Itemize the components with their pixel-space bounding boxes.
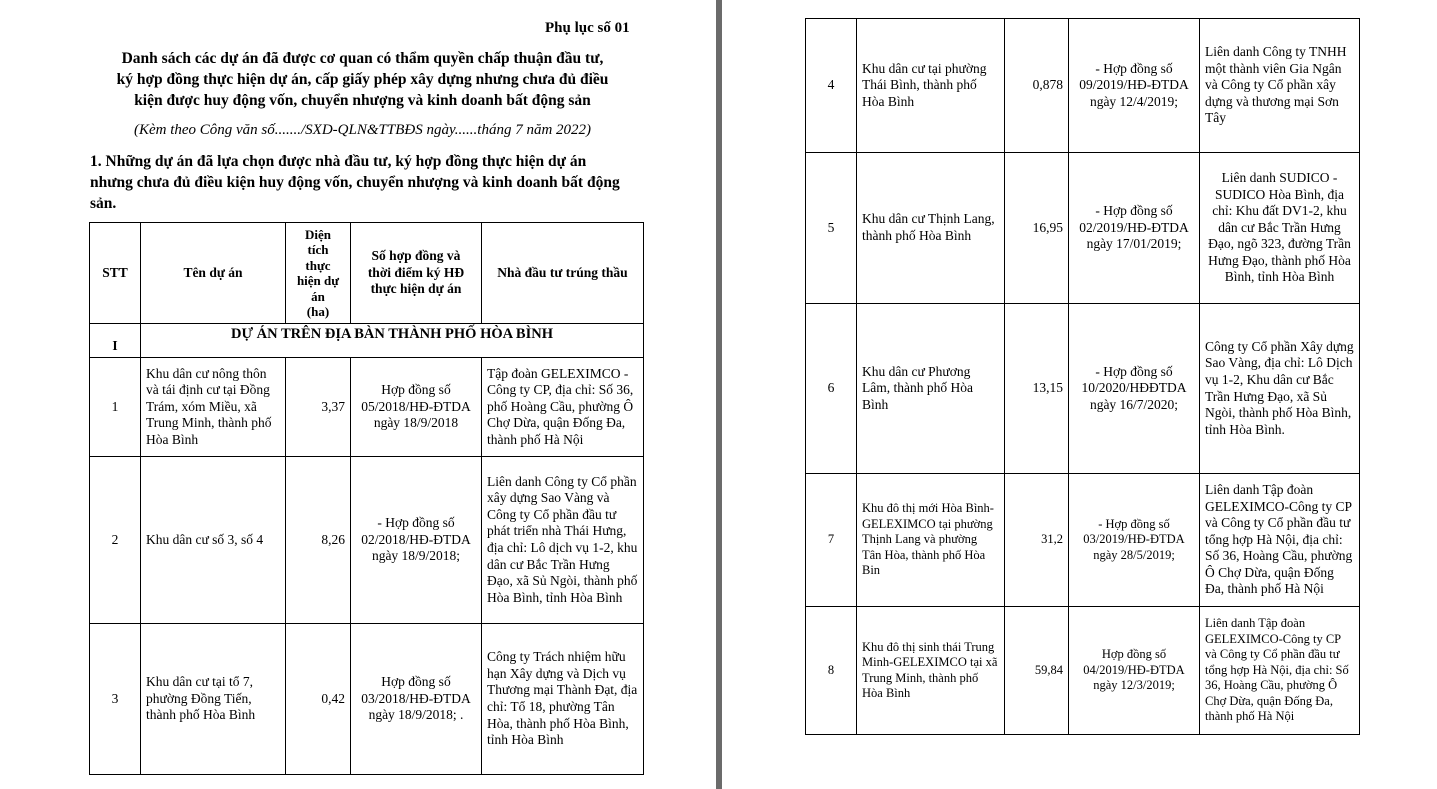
row-contract: Hợp đồng số 04/2019/HĐ-ĐTDA ngày 12/3/2019;	[1069, 607, 1200, 735]
row-area: 13,15	[1005, 304, 1069, 474]
row-name: Khu dân cư nông thôn và tái định cư tại Đồng Trám, xóm Miều, xã Trung Minh, thành phố Hòa Bình	[141, 358, 286, 457]
row-investor: Liên danh Tập đoàn GELEXIMCO-Công ty CP và Công ty Cổ phần đầu tư tổng hợp Hà Nội, địa chỉ: Số 36, Hoàng Cầu, phường Ô Chợ Dừa, quận Đống Đa, thành phố Hà Nội	[1200, 474, 1360, 607]
table-row	[90, 457, 644, 624]
projects-table-left	[89, 222, 644, 775]
table-header-row	[90, 223, 644, 324]
table-row	[806, 304, 1360, 474]
row-area: 0,42	[286, 624, 351, 775]
row-area: 0,878	[1005, 19, 1069, 153]
row-stt: 6	[806, 304, 857, 474]
row-stt: 8	[806, 607, 857, 735]
row-name: Khu dân cư Thịnh Lang, thành phố Hòa Bình	[857, 153, 1005, 304]
section-line: 1. Những dự án đã lựa chọn được nhà đầu tư, ký hợp đồng thực hiện dự án	[90, 153, 587, 170]
row-contract: Hợp đồng số 03/2018/HĐ-ĐTDA ngày 18/9/2018; .	[351, 624, 482, 775]
row-contract: - Hợp đồng số 02/2018/HĐ-ĐTDA ngày 18/9/2018;	[351, 457, 482, 624]
row-contract: - Hợp đồng số 03/2019/HĐ-ĐTDA ngày 28/5/2019;	[1069, 474, 1200, 607]
row-name: Khu dân cư số 3, số 4	[141, 457, 286, 624]
row-stt: 4	[806, 19, 857, 153]
row-name: Khu dân cư tại phường Thái Bình, thành phố Hòa Bình	[857, 19, 1005, 153]
title-line: ký hợp đồng thực hiện dự án, cấp giấy phép xây dựng nhưng chưa đủ điều	[116, 71, 609, 88]
row-name: Khu đô thị mới Hòa Bình-GELEXIMCO tại phường Thịnh Lang và phường Tân Hòa, thành phố Hòa Bin	[857, 474, 1005, 607]
row-investor: Tập đoàn GELEXIMCO - Công ty CP, địa chỉ: Số 36, phố Hoàng Cầu, phường Ô Chợ Dừa, quận Đống Đa, thành phố Hà Nội	[482, 358, 644, 457]
col-header-investor: Nhà đầu tư trúng thầu	[482, 223, 644, 324]
table-row	[806, 19, 1360, 153]
row-area: 59,84	[1005, 607, 1069, 735]
group-label: DỰ ÁN TRÊN ĐỊA BÀN THÀNH PHỐ HÒA BÌNH	[141, 324, 644, 358]
document-subtitle: (Kèm theo Công văn số......./SXD-QLN&TTBĐS ngày......tháng 7 năm 2022)	[133, 122, 592, 138]
document-page-left	[0, 0, 716, 789]
row-contract: - Hợp đồng số 10/2020/HĐĐTDA ngày 16/7/2020;	[1069, 304, 1200, 474]
table-row	[806, 607, 1360, 735]
row-investor: Liên danh Công ty Cổ phần xây dựng Sao Vàng và Công ty Cổ phần đầu tư phát triển nhà Thái Hưng, địa chỉ: Lô dịch vụ 1-2, khu dân cư Bắc Trần Hưng Đạo, xã Sủ Ngòi, thành phố Hòa Bình, tỉnh Hòa Bình	[482, 457, 644, 624]
table-row	[90, 358, 644, 457]
row-area: 8,26	[286, 457, 351, 624]
row-contract: Hợp đồng số 05/2018/HĐ-ĐTDA ngày 18/9/2018	[351, 358, 482, 457]
document-title	[80, 48, 645, 111]
row-name: Khu dân cư Phương Lâm, thành phố Hòa Bình	[857, 304, 1005, 474]
row-contract: - Hợp đồng số 02/2019/HĐ-ĐTDA ngày 17/01/2019;	[1069, 153, 1200, 304]
row-stt: 5	[806, 153, 857, 304]
row-stt: 7	[806, 474, 857, 607]
row-investor: Liên danh Tập đoàn GELEXIMCO-Công ty CP và Công ty Cổ phần đầu tư tổng hợp Hà Nội, địa chỉ: Số 36, Hoàng Cầu, phường Ô Chợ Dừa, quận Đống Đa, thành phố Hà Nội	[1200, 607, 1360, 735]
row-investor: Liên danh SUDICO - SUDICO Hòa Bình, địa chỉ: Khu đất DV1-2, khu dân cư Bắc Trần Hưng Đạo, ngõ 323, đường Trần Hưng Đạo, thành phố Hòa Bình, tỉnh Hòa Bình	[1200, 153, 1360, 304]
row-area: 3,37	[286, 358, 351, 457]
row-stt: 1	[90, 358, 141, 457]
table-row	[90, 624, 644, 775]
row-area: 16,95	[1005, 153, 1069, 304]
section-line: nhưng chưa đủ điều kiện huy động vốn, chuyển nhượng và kinh doanh bất động	[90, 174, 620, 191]
row-area: 31,2	[1005, 474, 1069, 607]
col-header-area: Diện tích thực hiện dự án (ha)	[286, 223, 351, 324]
row-name: Khu dân cư tại tổ 7, phường Đồng Tiến, thành phố Hòa Bình	[141, 624, 286, 775]
row-stt: 2	[90, 457, 141, 624]
row-investor: Công ty Cổ phần Xây dựng Sao Vàng, địa chỉ: Lô Dịch vụ 1-2, Khu dân cư Bắc Trần Hưng Đạo, xã Sủ Ngòi, thành phố Hòa Bình, tỉnh Hòa Bình.	[1200, 304, 1360, 474]
projects-table-right	[805, 18, 1360, 735]
document-page-right	[722, 0, 1437, 789]
group-stt: I	[90, 324, 141, 358]
row-name: Khu đô thị sinh thái Trung Minh-GELEXIMCO tại xã Trung Minh, thành phố Hòa Bình	[857, 607, 1005, 735]
row-contract: - Hợp đồng số 09/2019/HĐ-ĐTDA ngày 12/4/2019;	[1069, 19, 1200, 153]
title-line: kiện được huy động vốn, chuyển nhượng và kinh doanh bất động sản	[134, 92, 591, 109]
col-header-contract: Số hợp đồng và thời điểm ký HĐ thực hiện dự án	[351, 223, 482, 324]
row-investor: Liên danh Công ty TNHH một thành viên Gia Ngân và Công ty Cổ phần xây dựng và thương mại Sơn Tây	[1200, 19, 1360, 153]
col-header-stt: STT	[90, 223, 141, 324]
table-row	[806, 153, 1360, 304]
table-row	[806, 474, 1360, 607]
col-header-name: Tên dự án	[141, 223, 286, 324]
title-line: Danh sách các dự án đã được cơ quan có thẩm quyền chấp thuận đầu tư,	[121, 50, 604, 67]
section-heading	[90, 151, 650, 214]
appendix-label: Phụ lục số 01	[545, 20, 630, 36]
row-stt: 3	[90, 624, 141, 775]
row-investor: Công ty Trách nhiệm hữu hạn Xây dựng và Dịch vụ Thương mại Thành Đạt, địa chỉ: Tổ 18, phường Tân Hòa, thành phố Hòa Bình, tỉnh Hòa Bình	[482, 624, 644, 775]
section-line: sản.	[90, 195, 117, 212]
group-row	[90, 324, 644, 358]
